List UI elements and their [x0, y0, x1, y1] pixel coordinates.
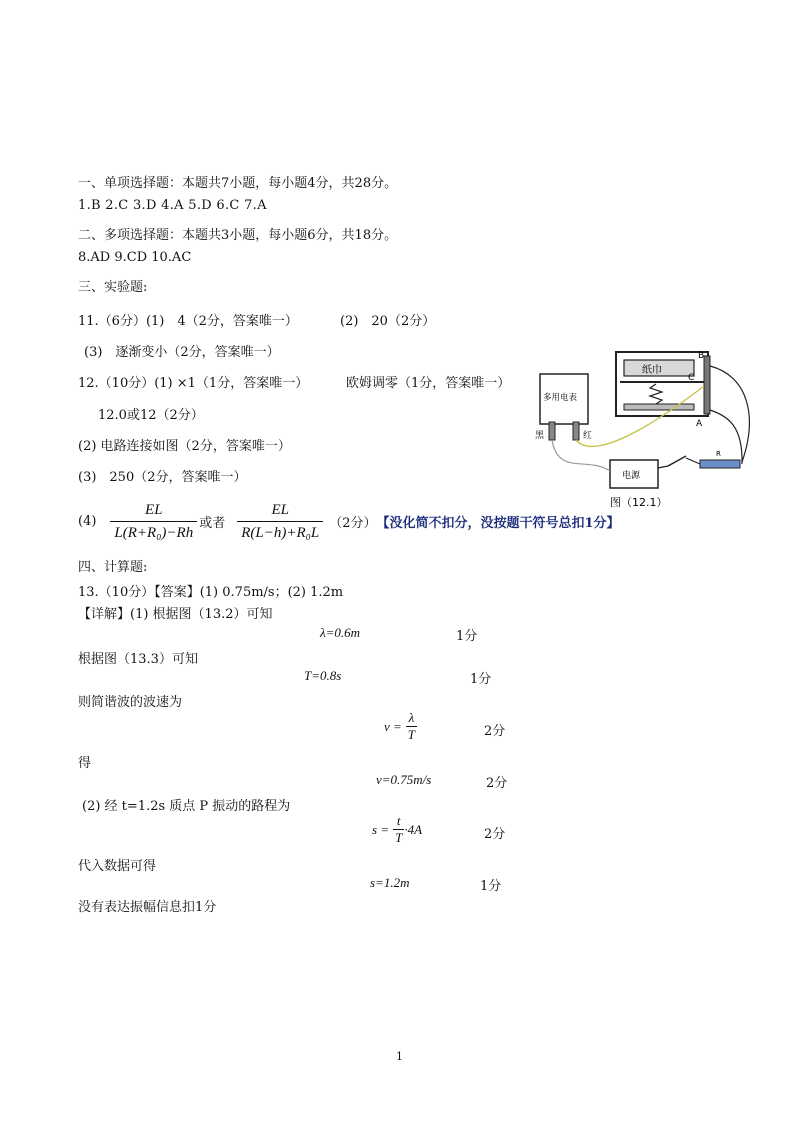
wire-a	[710, 410, 742, 464]
or-text: 或者	[199, 515, 226, 531]
section3-title: 三、实验题:	[78, 280, 148, 295]
red-probe	[573, 422, 579, 440]
label-red: 红	[583, 431, 593, 441]
power-label: 电源	[622, 471, 641, 481]
q13-header: 13.（10分）【答案】(1) 0.75m/s；(2) 1.2m	[78, 585, 344, 600]
q11-line2: (3) 逐渐变小（2分，答案唯一）	[84, 345, 280, 360]
q12-part4-label: (4)	[78, 513, 97, 529]
resistor-r0	[700, 460, 740, 468]
q11-line1-b: (2) 20（2分）	[340, 314, 436, 329]
formula-1-denominator: L(R+R₀)−Rh	[110, 521, 197, 544]
line-speed: 则简谐波的波速为	[78, 695, 183, 710]
eq-speed-score: 2分	[484, 724, 506, 739]
label-b: B	[698, 351, 705, 361]
line-substitute: 代入数据可得	[78, 859, 157, 874]
line-fig133: 根据图（13.3）可知	[78, 652, 198, 667]
eq-speed-formula	[384, 710, 417, 743]
formula-1	[110, 499, 197, 544]
tissue-label: 纸巾	[642, 365, 662, 376]
eq-distance-lhs: s =	[372, 821, 390, 837]
section1-answers: 1.B 2.C 3.D 4.A 5.D 6.C 7.A	[78, 198, 267, 213]
q13-detail: 【详解】(1) 根据图（13.2）可知	[78, 607, 273, 622]
black-probe	[549, 422, 555, 440]
formula-1-numerator: EL	[145, 501, 163, 518]
eq-distance-result: s=1.2m	[370, 875, 410, 890]
resistor-column	[704, 356, 710, 414]
label-r: R	[716, 450, 721, 458]
figure-caption: 图（12.1）	[610, 496, 668, 509]
q12-line1-a: 12.（10分）(1) ×1（1分，答案唯一）	[78, 376, 309, 391]
eq-lambda-score: 1分	[456, 629, 478, 644]
label-a: A	[696, 419, 703, 429]
circuit-diagram	[528, 346, 768, 516]
eq-speed-den: T	[407, 727, 416, 742]
base-plate	[624, 404, 694, 410]
wire-resistor	[686, 458, 700, 464]
formula-2-denominator: R(L−h)+R₀L	[237, 521, 323, 544]
section2-answers: 8.AD 9.CD 10.AC	[78, 250, 192, 265]
eq-period: T=0.8s	[304, 668, 342, 683]
q12-line1-b: 欧姆调零（1分，答案唯一）	[346, 376, 511, 391]
section1-title: 一、单项选择题：本题共7小题，每小题4分，共28分。	[78, 176, 398, 191]
q12-part4-score: （2分）	[329, 515, 377, 531]
eq-distance-rhs: ·4A	[404, 821, 423, 837]
eq-period-score: 1分	[470, 672, 492, 687]
eq-distance-formula	[372, 813, 422, 846]
q12-line3: (2) 电路连接如图（2分，答案唯一）	[78, 439, 291, 454]
label-c: C	[688, 373, 695, 383]
q12-part4-note: 【没化简不扣分，没按题干符号总扣1分】	[376, 515, 620, 531]
eq-speed-lhs: v =	[384, 718, 402, 734]
eq-distance-fraction	[393, 813, 404, 846]
multimeter-label: 多用电表	[543, 393, 578, 403]
section4-title: 四、计算题:	[78, 560, 148, 575]
q11-line1-a: 11.（6分）(1) 4（2分，答案唯一）	[78, 314, 298, 329]
wire-switch	[658, 466, 668, 468]
page-number: 1	[396, 1050, 403, 1063]
line-part2: (2) 经 t=1.2s 质点 P 振动的路程为	[82, 799, 291, 814]
eq-distance-score: 2分	[484, 827, 506, 842]
eq-speed-num: λ	[408, 710, 415, 725]
eq-speed-result: v=0.75m/s	[376, 772, 432, 787]
label-black: 黑	[535, 431, 545, 441]
q12-line4: (3) 250（2分，答案唯一）	[78, 470, 247, 485]
line-de: 得	[78, 756, 92, 771]
switch	[668, 456, 686, 466]
eq-distance-num: t	[396, 813, 401, 828]
circuit-figure	[528, 346, 768, 516]
wire-b	[710, 366, 749, 462]
eq-lambda: λ=0.6m	[320, 625, 361, 640]
section2-title: 二、多项选择题：本题共3小题，每小题6分，共18分。	[78, 228, 398, 243]
formula-2	[237, 499, 323, 544]
formula-2-numerator: EL	[271, 501, 289, 518]
spring	[650, 384, 662, 404]
eq-distance-den: T	[395, 830, 403, 845]
line-note: 没有表达振幅信息扣1分	[78, 900, 217, 915]
eq-speed-fraction	[406, 710, 417, 743]
q12-line2: 12.0或12（2分）	[98, 408, 204, 423]
eq-distance-result-score: 1分	[480, 879, 502, 894]
eq-speed-result-score: 2分	[486, 776, 508, 791]
